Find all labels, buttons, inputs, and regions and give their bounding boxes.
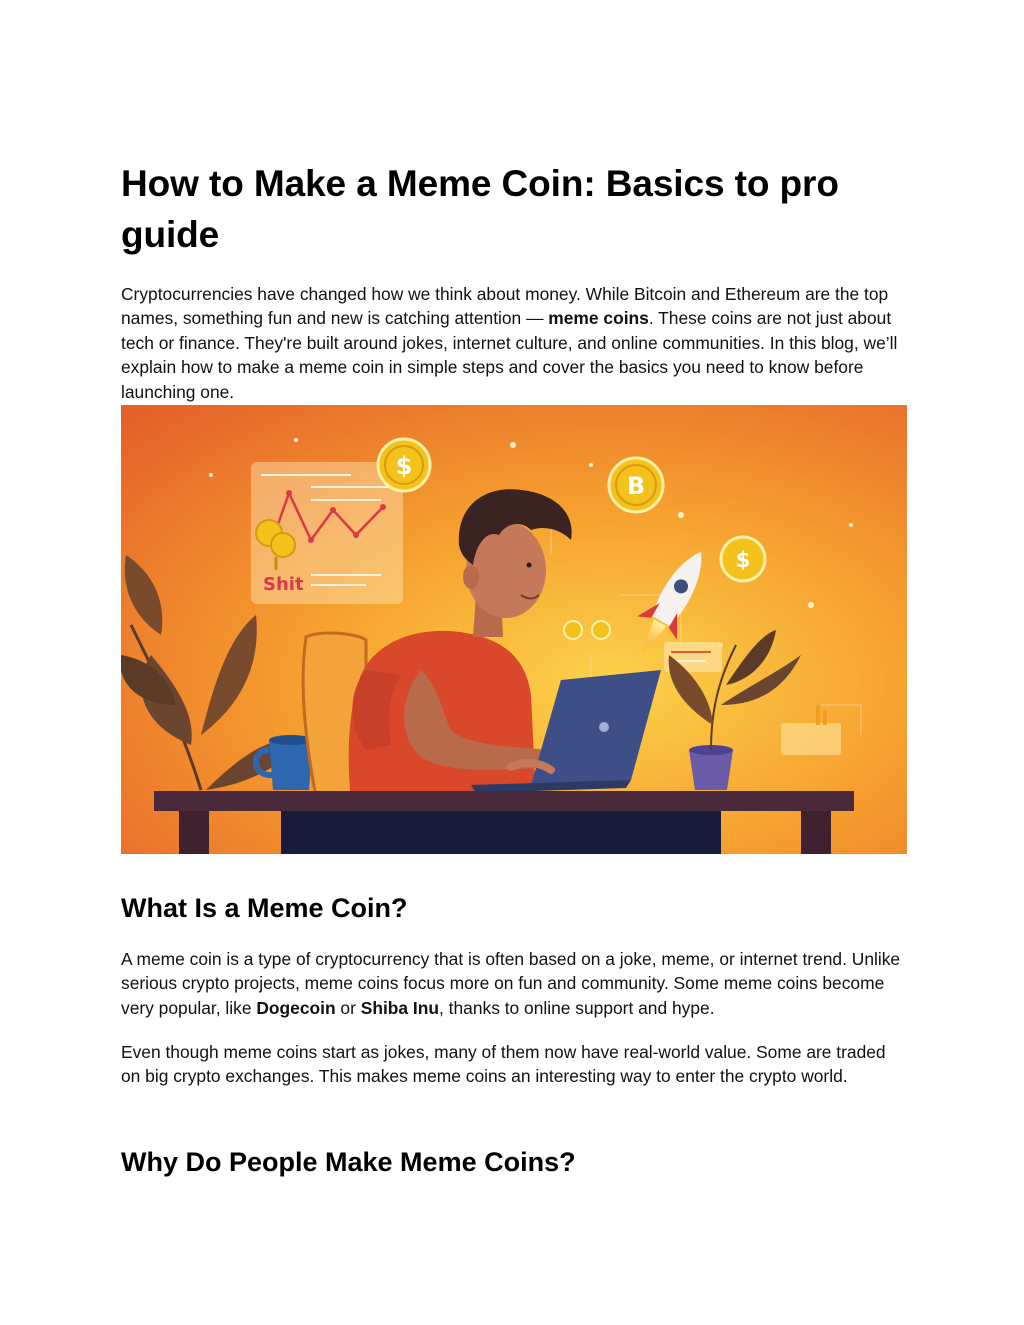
what-is-paragraph-1 — [121, 947, 907, 1020]
bitcoin-coin-icon — [609, 458, 663, 512]
dollar-coin-symbol-right: $ — [735, 548, 751, 572]
dollar-coin-icon-right — [721, 537, 765, 581]
section-heading-why: Why Do People Make Meme Coins? — [121, 1147, 576, 1177]
what-is-paragraph-2: Even though meme coins start as jokes, many of them now have real-world value. Some are traded on big crypto exchanges. This makes meme coins an interesting way to enter the crypto world. — [121, 1042, 886, 1087]
what-is-text: A meme coin is a type of cryptocurrency that is often based on a joke, meme, or internet trend. Unlike serious crypto projects, meme coins focus more on fun and community. Some meme coins become very popular, like — [121, 949, 901, 1018]
shiba-inu-term: Shiba Inu — [360, 997, 439, 1018]
dollar-coin-icon — [378, 439, 430, 491]
what-is-text-or: or — [335, 997, 361, 1018]
intro-paragraph — [121, 282, 907, 404]
chart-label-text: Shit — [263, 574, 304, 595]
dollar-coin-symbol: $ — [395, 452, 413, 480]
dogecoin-term: Dogecoin — [256, 997, 336, 1018]
laptop-logo-icon — [599, 722, 609, 732]
section-heading-what-is: What Is a Meme Coin? — [121, 893, 408, 923]
intro-text-continued: . These coins are not just about tech or finance. They're built around jokes, internet culture, and online communities. In this blog, we’ll explain how to make a meme coin in simple steps and cover the basics you need to know before launching one. — [121, 308, 898, 402]
hero-illustration — [121, 405, 907, 854]
hero-illustration-svg — [121, 405, 907, 854]
intro-text: Cryptocurrencies have changed how we think about money. While Bitcoin and Ethereum are the top names, something fun and new is catching attention — — [121, 284, 889, 329]
article-title: How to Make a Meme Coin: Basics to pro guide — [121, 163, 839, 255]
bitcoin-coin-symbol: B — [626, 472, 646, 500]
what-is-text-end: , thanks to online support and hype. — [438, 997, 715, 1018]
intro-bold-term: meme coins — [548, 308, 649, 329]
